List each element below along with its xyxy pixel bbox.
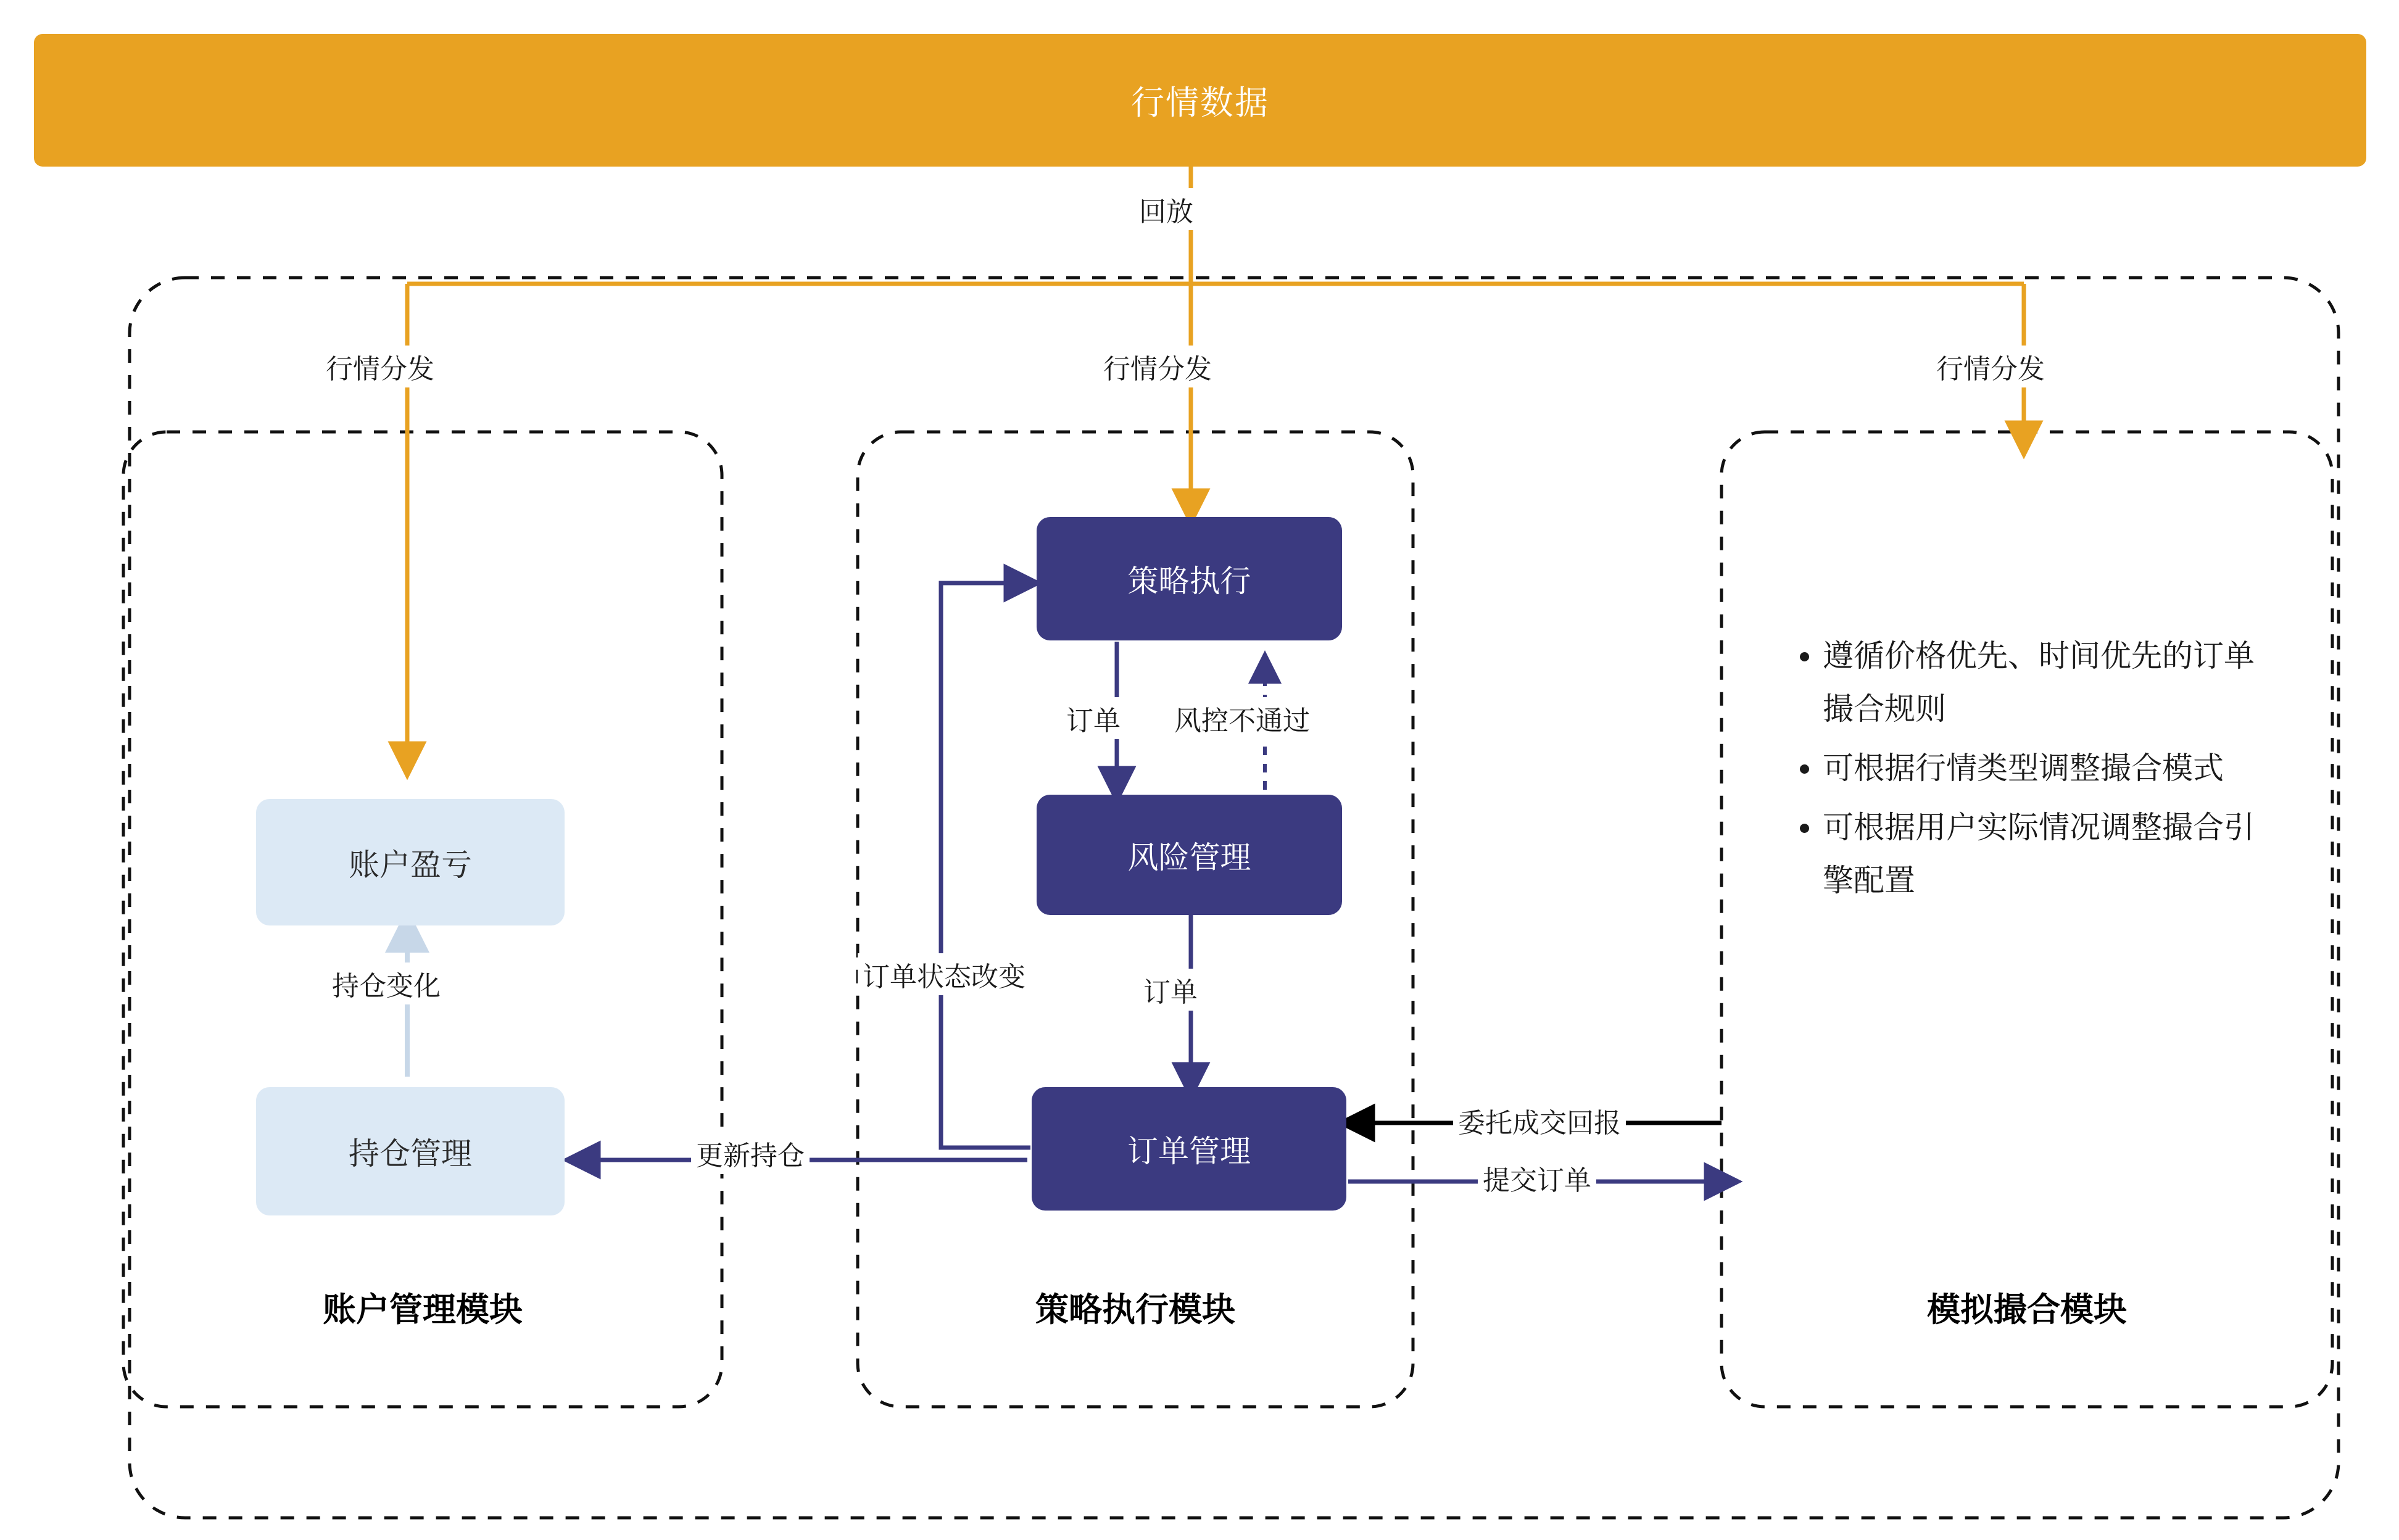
edge-label-dispatch-left: 行情分发 (321, 346, 439, 387)
matching-bullet-3: • 可根据用户实际情况调整撮合引擎配置 (1823, 801, 2283, 907)
edge-label-order-2: 订单 (1138, 969, 1203, 1011)
market-data-label: 行情数据 (1131, 85, 1269, 122)
edge-label-order-status-change: 订单状态改变 (858, 953, 1030, 995)
edge-label-trade-report: 委托成交回报 (1453, 1099, 1626, 1141)
node-strategy-execution[interactable] (1037, 517, 1342, 640)
edge-label-dispatch-mid: 行情分发 (1098, 346, 1217, 387)
node-strategy-execution-label: 策略执行 (1127, 564, 1251, 598)
edge-label-replay: 回放 (1134, 188, 1198, 230)
module-title-strategy: 策略执行模块 (1035, 1291, 1235, 1328)
edge-label-order-1: 订单 (1061, 697, 1125, 739)
node-order-management-label: 订单管理 (1127, 1134, 1251, 1169)
edge-label-submit-order: 提交订单 (1478, 1157, 1596, 1199)
node-order-management[interactable] (1032, 1087, 1346, 1211)
matching-bullet-2: • 可根据行情类型调整撮合模式 (1823, 742, 2283, 795)
module-title-matching: 模拟撮合模块 (1927, 1291, 2127, 1328)
node-position-management-label: 持仓管理 (349, 1136, 472, 1171)
module-title-account: 账户管理模块 (323, 1291, 523, 1328)
node-account-pnl-label: 账户盈亏 (349, 847, 472, 882)
matching-bullet-1: • 遵循价格优先、时间优先的订单撮合规则 (1823, 629, 2283, 735)
edge-label-position-change: 持仓变化 (327, 962, 445, 1004)
edge-label-dispatch-right: 行情分发 (1931, 346, 2050, 387)
node-position-management[interactable] (256, 1087, 565, 1215)
market-data-bar[interactable] (34, 34, 2366, 167)
matching-module-bullets (1789, 629, 2283, 913)
node-risk-management-label: 风险管理 (1127, 840, 1251, 875)
node-account-pnl[interactable] (256, 799, 565, 925)
edge-label-risk-reject: 风控不通过 (1169, 697, 1315, 739)
edge-label-update-position: 更新持仓 (691, 1132, 810, 1174)
node-risk-management[interactable] (1037, 795, 1342, 915)
